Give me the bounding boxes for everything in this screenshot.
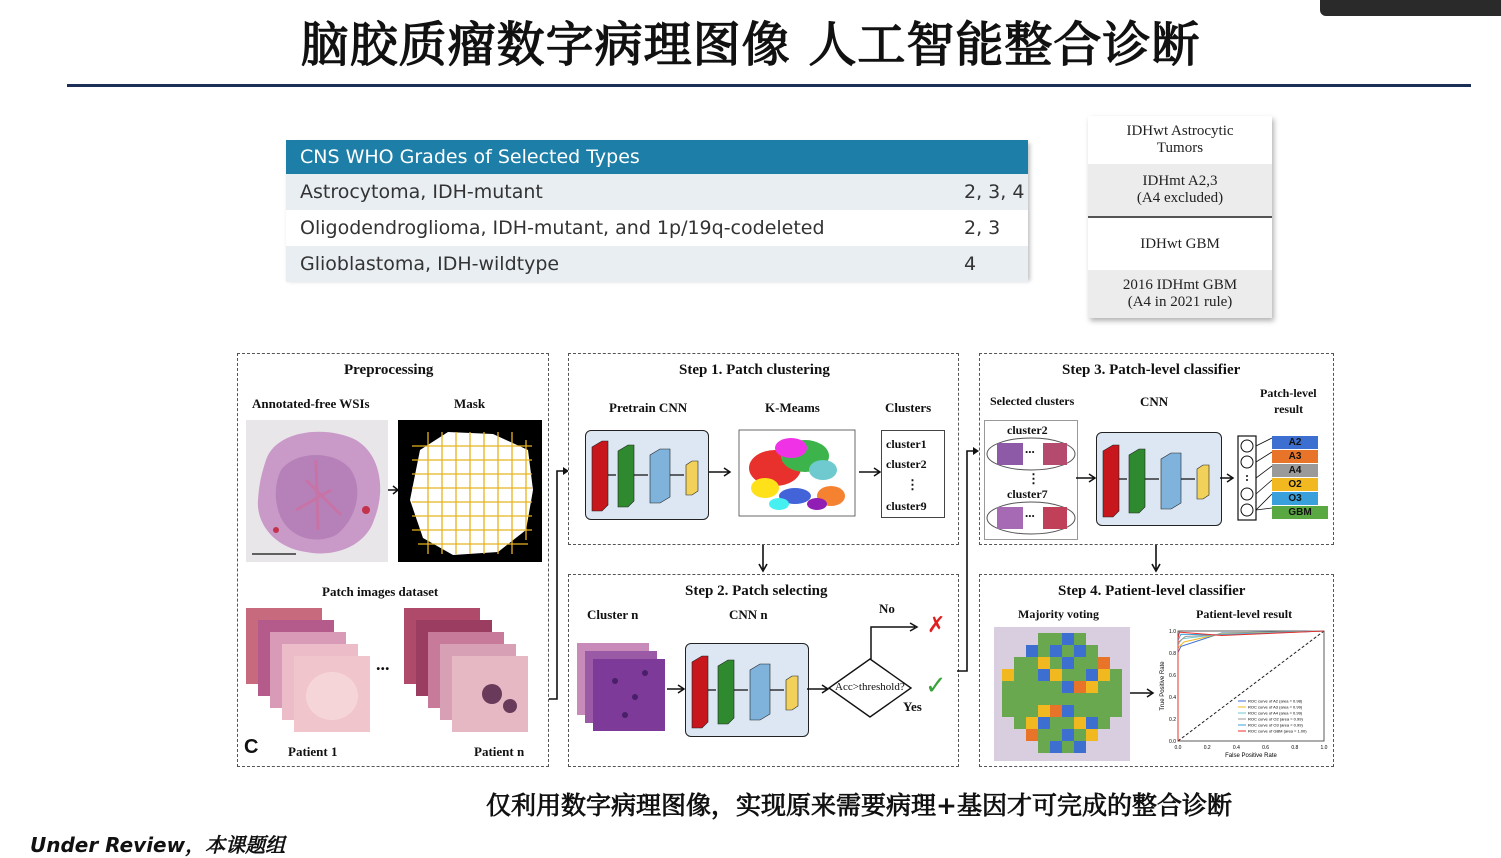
step2-panel — [568, 574, 959, 767]
wsi-image — [246, 420, 388, 562]
class-label-o3: O3 — [1272, 492, 1318, 505]
cluster-a-dots: ... — [1025, 441, 1035, 456]
title-divider — [67, 84, 1471, 87]
voting-cell — [1014, 693, 1026, 705]
roc-legend-entry: ROC curve of A3 (area = 0.99) — [1248, 704, 1303, 710]
roc-x-tick: 0.8 — [1291, 745, 1299, 751]
side-cell-line1: 2016 IDHmt GBM — [1122, 277, 1238, 293]
voting-cell — [1050, 645, 1062, 657]
roc-legend-entry: ROC curve of O3 (area = 0.99) — [1248, 722, 1303, 728]
patch-stack-patientn — [402, 606, 530, 734]
voting-cell — [1026, 645, 1038, 657]
voting-cell — [1026, 669, 1038, 681]
voting-cell — [1110, 681, 1122, 693]
voting-cell — [1098, 705, 1110, 717]
voting-cell — [1026, 681, 1038, 693]
voting-cell — [1062, 645, 1074, 657]
roc-legend-entry: ROC curve of A4 (area = 0.99) — [1248, 710, 1303, 716]
selected-clusters-label: Selected clusters — [990, 394, 1075, 408]
voting-cell — [1098, 717, 1110, 729]
voting-cell — [1086, 645, 1098, 657]
voting-cell — [1026, 717, 1038, 729]
arrow-icon — [1220, 472, 1236, 484]
arrow-icon — [709, 466, 733, 478]
voting-cell — [1086, 657, 1098, 669]
voting-cell — [1062, 681, 1074, 693]
cluster-item: cluster1 — [886, 437, 927, 451]
step3-title: Step 3. Patch-level classifier — [1062, 362, 1241, 378]
pretrain-cnn-block — [585, 430, 709, 520]
voting-cell — [1086, 705, 1098, 717]
side-cell-line2: (A4 in 2021 rule) — [1127, 294, 1233, 310]
arrow-icon — [859, 466, 883, 478]
voting-cell — [1086, 669, 1098, 681]
mask-label: Mask — [454, 396, 486, 411]
voting-cell — [1062, 693, 1074, 705]
voting-cell — [1110, 705, 1122, 717]
voting-cell — [1062, 729, 1074, 741]
who-row-grades: 2, 3, 4 — [964, 181, 1025, 203]
voting-cell — [1062, 705, 1074, 717]
roc-x-tick: 0.2 — [1203, 745, 1211, 751]
cluster-n-label: Cluster n — [587, 607, 639, 622]
cluster-a-label: cluster2 — [1007, 423, 1048, 437]
kmeans-scatter — [735, 428, 857, 520]
patientn-label: Patient n — [474, 744, 525, 759]
side-cell-line2: Tumors — [1156, 140, 1204, 156]
preprocessing-title: Preprocessing — [344, 362, 434, 378]
voting-cell — [1014, 717, 1026, 729]
voting-cell — [1074, 645, 1086, 657]
voting-cell — [1086, 681, 1098, 693]
who-table-row — [286, 174, 1028, 210]
class-label-o2: O2 — [1272, 478, 1318, 491]
who-table-header: CNS WHO Grades of Selected Types — [286, 140, 1028, 174]
who-grades-table — [286, 140, 1028, 278]
accept-icon: ✓ — [925, 671, 947, 701]
pipeline-figure — [237, 353, 1337, 771]
voting-cell — [1038, 729, 1050, 741]
side-cell-line1: IDHwt GBM — [1140, 235, 1220, 252]
roc-chart — [1156, 625, 1330, 763]
class-legend — [1272, 436, 1328, 520]
who-row-grades: 2, 3 — [964, 217, 1001, 239]
step3-cnn-label: CNN — [1140, 394, 1169, 409]
no-label: No — [879, 601, 895, 616]
voting-cell — [1098, 693, 1110, 705]
voting-cell — [1002, 669, 1014, 681]
side-cell — [1088, 116, 1272, 164]
voting-cell — [1050, 681, 1062, 693]
side-cell-line2: (A4 excluded) — [1136, 190, 1224, 206]
cnn-layers-icon — [686, 644, 808, 736]
class-label-a3: A3 — [1272, 450, 1318, 463]
roc-x-label: False Positive Rate — [1225, 753, 1277, 759]
reject-icon: ✗ — [927, 613, 946, 638]
step2-title: Step 2. Patch selecting — [685, 583, 828, 599]
who-row-type: Glioblastoma, IDH-wildtype — [300, 253, 560, 275]
cluster-item: cluster2 — [886, 457, 927, 471]
voting-cell — [1038, 705, 1050, 717]
voting-cell — [1026, 705, 1038, 717]
roc-y-tick: 1.0 — [1169, 629, 1176, 635]
roc-y-tick: 0.4 — [1169, 695, 1176, 701]
voting-cell — [1074, 693, 1086, 705]
roc-x-tick: 0.6 — [1262, 745, 1270, 751]
voting-cell — [1074, 729, 1086, 741]
cnn-layers-icon — [1097, 433, 1221, 525]
voting-cell — [1050, 633, 1062, 645]
patient-result-label: Patient-level result — [1196, 607, 1293, 621]
voting-cell — [1098, 681, 1110, 693]
voting-cell — [1038, 645, 1050, 657]
patch-cnn-block — [1096, 432, 1222, 526]
voting-cell — [1050, 729, 1062, 741]
who-row-grades: 4 — [964, 253, 977, 275]
voting-cell — [1014, 681, 1026, 693]
voting-cell — [1086, 717, 1098, 729]
cnn-n-label: CNN n — [729, 607, 768, 622]
voting-cell — [1062, 633, 1074, 645]
step1-cnn-label: Pretrain CNN — [609, 400, 688, 415]
side-cell-line1: IDHmt A2,3 — [1142, 173, 1218, 189]
who-table-row — [286, 246, 1028, 282]
voting-cell — [1050, 693, 1062, 705]
voting-cell — [1050, 717, 1062, 729]
ellipsis: ... — [376, 654, 390, 674]
output-neurons — [1236, 434, 1258, 522]
voting-cell — [1110, 693, 1122, 705]
voting-cell — [1050, 669, 1062, 681]
voting-cell — [1014, 657, 1026, 669]
voting-cell — [1062, 657, 1074, 669]
roc-y-tick: 0.2 — [1169, 717, 1176, 723]
voting-cell — [1086, 729, 1098, 741]
no-branch-arrow — [867, 619, 927, 661]
who-row-type: Oligodendroglioma, IDH-mutant, and 1p/19q-codeleted — [300, 217, 825, 239]
voting-cell — [1050, 657, 1062, 669]
voting-cell — [1002, 693, 1014, 705]
slide-title: 脑胶质瘤数字病理图像 人工智能整合诊断 — [300, 17, 1201, 73]
voting-cell — [1074, 705, 1086, 717]
cluster-b-label: cluster7 — [1007, 487, 1048, 501]
cnn-layers-icon — [586, 431, 708, 519]
roc-x-tick: 0.4 — [1232, 745, 1240, 751]
roc-legend-entry: ROC curve of A2 (area = 0.98) — [1248, 698, 1303, 704]
class-label-a2: A2 — [1272, 436, 1318, 449]
voting-cell — [1074, 633, 1086, 645]
decision-label: Acc>threshold? — [835, 681, 905, 693]
mask-image — [398, 420, 542, 562]
patch-result-label-1: Patch-level — [1260, 386, 1317, 400]
class-label-a4: A4 — [1272, 464, 1318, 477]
step4-panel — [979, 574, 1334, 767]
majority-voting-map — [994, 627, 1130, 761]
voting-cell — [1074, 717, 1086, 729]
connector-arrow — [957, 445, 981, 675]
wsi-label: Annotated-free WSIs — [252, 396, 370, 411]
arrow-down-icon — [757, 545, 769, 575]
side-cell — [1088, 270, 1272, 318]
voting-cell — [1038, 657, 1050, 669]
roc-y-label: True Positive Rate — [1160, 661, 1166, 711]
voting-cell — [1038, 633, 1050, 645]
voting-cell — [1014, 705, 1026, 717]
voting-cell — [1038, 693, 1050, 705]
roc-x-tick: 0.0 — [1174, 745, 1182, 751]
voting-cell — [1038, 717, 1050, 729]
arrow-down-icon — [1150, 545, 1162, 575]
panel-label: C — [244, 736, 259, 758]
dataset-label: Patch images dataset — [322, 584, 439, 599]
majority-voting-label: Majority voting — [1018, 607, 1099, 621]
voting-cell — [1062, 741, 1074, 753]
voting-cell — [1074, 681, 1086, 693]
cluster-list — [881, 430, 945, 518]
voting-cell — [1062, 669, 1074, 681]
voting-cell — [1038, 741, 1050, 753]
patch-stack-patient1 — [244, 606, 372, 734]
summary-text: 仅利用数字病理图像，实现原来需要病理+基因才可完成的整合诊断 — [486, 791, 1232, 820]
voting-cell — [1086, 693, 1098, 705]
cluster-item: cluster9 — [886, 499, 927, 513]
voting-cell — [1050, 705, 1062, 717]
arrow-icon — [1130, 687, 1156, 699]
kmeans-label: K-Meams — [765, 400, 820, 415]
voting-cell — [1074, 669, 1086, 681]
arrow-icon — [667, 683, 687, 695]
voting-cell — [1050, 741, 1062, 753]
arrow-icon — [388, 484, 400, 496]
clusters-label: Clusters — [885, 400, 932, 415]
voting-cell — [1014, 669, 1026, 681]
footer-note: Under Review，本课题组 — [30, 833, 286, 857]
roc-y-tick: 0.0 — [1169, 739, 1176, 745]
voting-cell — [1038, 669, 1050, 681]
voting-cell — [1038, 681, 1050, 693]
side-cell — [1088, 218, 1272, 270]
voting-cell — [1098, 657, 1110, 669]
yes-label: Yes — [903, 699, 922, 714]
cluster-vdots: ⋮ — [1027, 471, 1040, 486]
who-row-type: Astrocytoma, IDH-mutant — [300, 181, 543, 203]
step3-panel — [979, 353, 1334, 545]
step4-title: Step 4. Patient-level classifier — [1058, 583, 1246, 599]
class-label-gbm: GBM — [1272, 506, 1328, 519]
idh-category-table — [1088, 116, 1272, 318]
voting-cell — [1074, 741, 1086, 753]
patient1-label: Patient 1 — [288, 744, 338, 759]
cnn-n-block — [685, 643, 809, 737]
arrow-icon — [1076, 472, 1098, 484]
who-table-row — [286, 210, 1028, 246]
voting-cell — [1026, 657, 1038, 669]
voting-cell — [1098, 669, 1110, 681]
voting-cell — [1026, 729, 1038, 741]
voting-cell — [1026, 693, 1038, 705]
step1-panel — [568, 353, 959, 545]
voting-cell — [1110, 669, 1122, 681]
cluster-item: ⋮ — [906, 477, 919, 492]
patch-result-label-2: result — [1274, 402, 1304, 416]
side-cell-line1: IDHwt Astrocytic — [1126, 123, 1234, 139]
voting-cell — [1062, 717, 1074, 729]
voting-cell — [1074, 657, 1086, 669]
roc-y-tick: 0.8 — [1169, 651, 1176, 657]
voting-cell — [1002, 681, 1014, 693]
roc-y-tick: 0.6 — [1169, 673, 1176, 679]
roc-x-tick: 1.0 — [1320, 745, 1328, 751]
side-cell — [1088, 164, 1272, 216]
selected-clusters-box — [984, 420, 1078, 540]
cluster-b-dots: ... — [1025, 505, 1035, 520]
cluster-patches — [575, 641, 669, 739]
preprocessing-panel — [237, 353, 549, 767]
step1-title: Step 1. Patch clustering — [679, 362, 830, 378]
voting-cell — [1002, 705, 1014, 717]
roc-legend-entry: ROC curve of GBM (area = 1.00) — [1248, 728, 1307, 734]
roc-legend-entry: ROC curve of O2 (area = 0.99) — [1248, 716, 1303, 722]
